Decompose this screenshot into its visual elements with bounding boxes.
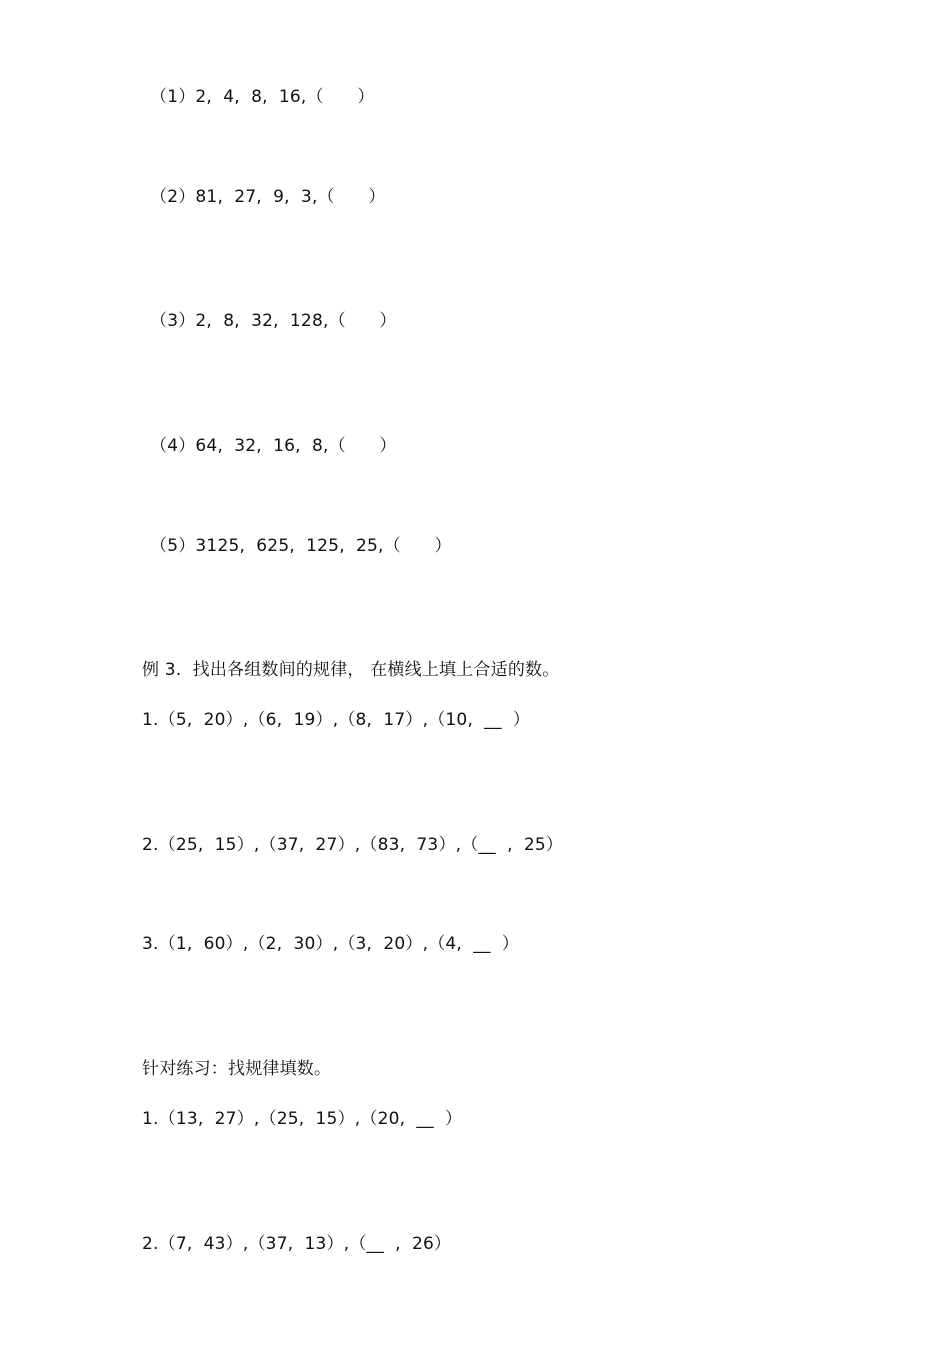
practice-item-2: 2.（7, 43）,（37, 13）,（__ , 26）	[142, 1234, 452, 1254]
example-3-item-3: 3.（1, 60）,（2, 30）,（3, 20）,（4, __ ）	[142, 934, 520, 954]
sequence-2: （2）81, 27, 9, 3,（ ）	[150, 187, 386, 207]
sequence-1: （1）2, 4, 8, 16,（ ）	[150, 87, 375, 107]
example-3-item-1: 1.（5, 20）,（6, 19）,（8, 17）,（10, __ ）	[142, 710, 531, 730]
practice-heading: 针对练习：找规律填数。	[142, 1059, 332, 1079]
sequence-4: （4）64, 32, 16, 8,（ ）	[150, 436, 397, 456]
example-3-heading: 例 3. 找出各组数间的规律， 在横线上填上合适的数。	[142, 660, 560, 680]
sequence-5: （5）3125, 625, 125, 25,（ ）	[150, 536, 452, 556]
example-3-item-2: 2.（25, 15）,（37, 27）,（83, 73）,（__ , 25）	[142, 835, 564, 855]
sequence-3: （3）2, 8, 32, 128,（ ）	[150, 311, 397, 331]
practice-item-1: 1.（13, 27）,（25, 15）,（20, __ ）	[142, 1109, 463, 1129]
